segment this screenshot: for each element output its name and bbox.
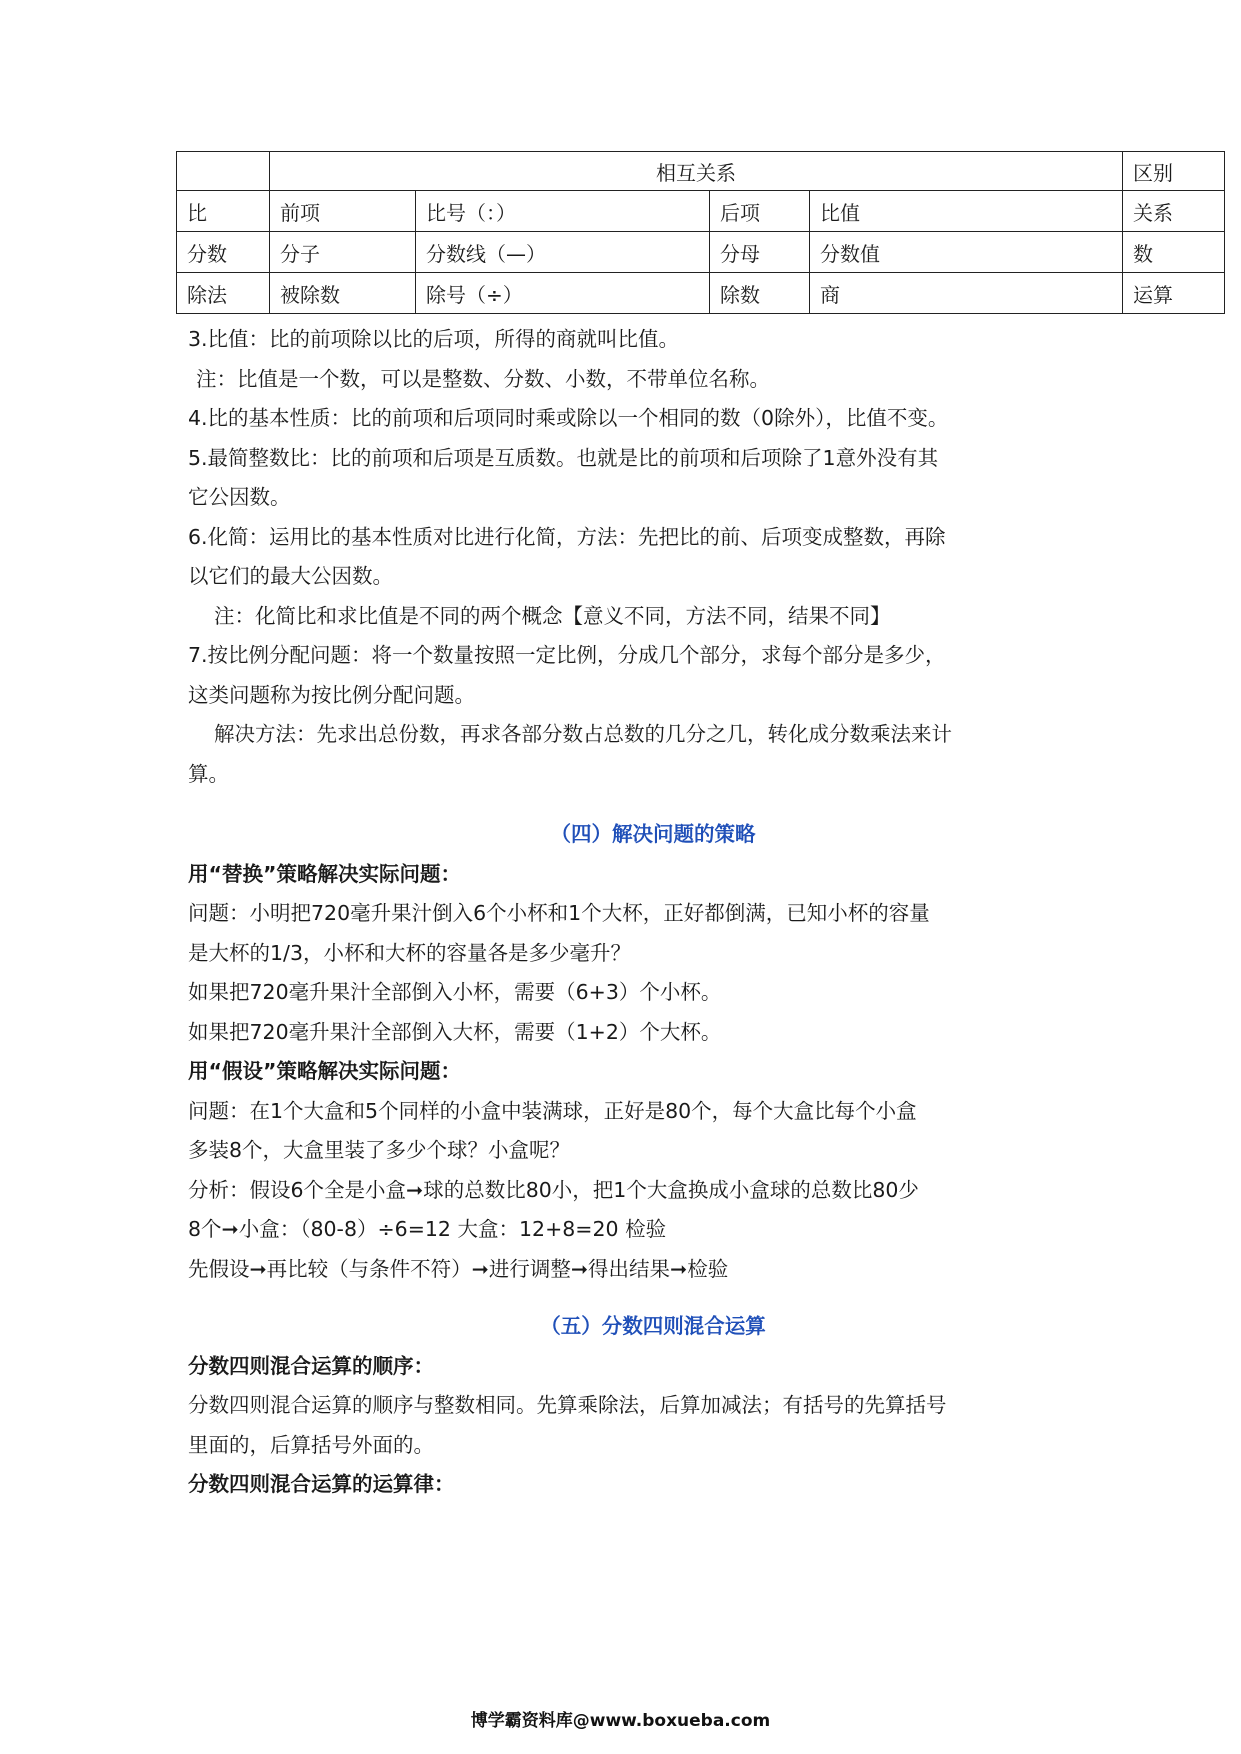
section-title-4: （四）解决问题的策略 xyxy=(550,822,756,846)
text-line: 问题：小明把720毫升果汁倒入6个小杯和1个大杯，正好都倒满，已知小杯的容量 xyxy=(188,901,930,925)
note-line: 注：比值是一个数，可以是整数、分数、小数，不带单位名称。 xyxy=(196,366,770,391)
table-cell: 商 xyxy=(810,273,1123,314)
text-line: 先假设➞再比较（与条件不符）➞进行调整➞得出结果➞检验 xyxy=(188,1256,729,1281)
table-header-diff: 区别 xyxy=(1123,152,1225,191)
text-line: 里面的，后算括号外面的。 xyxy=(188,1432,434,1457)
table-cell: 关系 xyxy=(1123,191,1225,232)
text-line: 4.比的基本性质：比的前项和后项同时乘或除以一个相同的数（0除外），比值不变。 xyxy=(188,406,949,430)
table-cell: 除号（÷） xyxy=(416,273,710,314)
text-line: 5.最简整数比：比的前项和后项是互质数。也就是比的前项和后项除了1意外没有其 xyxy=(188,445,939,470)
subheading-order: 分数四则混合运算的顺序： xyxy=(188,1353,434,1378)
table-row xyxy=(177,273,1225,314)
section-title-5: （五）分数四则混合运算 xyxy=(540,1314,766,1338)
text-line: 以它们的最大公因数。 xyxy=(188,564,393,588)
note-line: 注：化简比和求比值是不同的两个概念【意义不同，方法不同，结果不同】 xyxy=(214,603,891,628)
text-line: 3.比值：比的前项除以比的后项，所得的商就叫比值。 xyxy=(188,327,680,351)
table-cell: 前项 xyxy=(270,191,416,232)
table-header-relation: 相互关系 xyxy=(270,152,1123,191)
subheading-assume: 用“假设”策略解决实际问题： xyxy=(188,1059,461,1083)
table-cell: 除法 xyxy=(177,273,270,314)
table-cell: 除数 xyxy=(710,273,810,314)
table-cell: 比号（：） xyxy=(416,191,710,232)
text-line: 解决方法：先求出总份数，再求各部分数占总数的几分之几，转化成分数乘法来计 xyxy=(214,722,952,746)
table-row xyxy=(177,232,1225,273)
table-cell: 分数线（—） xyxy=(416,232,710,273)
table-cell: 比 xyxy=(177,191,270,232)
table-header-row xyxy=(177,152,1225,191)
table-cell: 分子 xyxy=(270,232,416,273)
text-line: 算。 xyxy=(188,761,229,786)
subheading-laws: 分数四则混合运算的运算律： xyxy=(188,1472,455,1496)
table-cell: 数 xyxy=(1123,232,1225,273)
table-cell: 后项 xyxy=(710,191,810,232)
document-body xyxy=(188,320,1048,1505)
table-cell: 被除数 xyxy=(270,273,416,314)
table-cell: 分数值 xyxy=(810,232,1123,273)
text-line: 问题：在1个大盒和5个同样的小盒中装满球，正好是80个，每个大盒比每个小盒 xyxy=(188,1098,917,1123)
text-line: 分数四则混合运算的顺序与整数相同。先算乘除法，后算加减法；有括号的先算括号 xyxy=(188,1393,947,1417)
relation-table xyxy=(176,151,1225,314)
table-cell xyxy=(177,152,270,191)
table-cell: 分母 xyxy=(710,232,810,273)
text-line: 分析：假设6个全是小盒➞球的总数比80小，把1个大盒换成小盒球的总数比80少 xyxy=(188,1177,919,1202)
table-cell: 比值 xyxy=(810,191,1123,232)
subheading-replace: 用“替换”策略解决实际问题： xyxy=(188,861,461,886)
text-line: 它公因数。 xyxy=(188,485,291,509)
table-cell: 运算 xyxy=(1123,273,1225,314)
table-cell: 分数 xyxy=(177,232,270,273)
footer-watermark: 博学霸资料库@www.boxueba.com xyxy=(470,1711,771,1731)
text-line: 如果把720毫升果汁全部倒入大杯，需要（1+2）个大杯。 xyxy=(188,1019,722,1044)
table-row xyxy=(177,191,1225,232)
text-line: 这类问题称为按比例分配问题。 xyxy=(188,682,475,707)
text-line: 8个➞小盒：（80-8）÷6=12 大盒：12+8=20 检验 xyxy=(188,1217,667,1241)
text-line: 是大杯的1/3，小杯和大杯的容量各是多少毫升？ xyxy=(188,940,631,965)
text-line: 7.按比例分配问题：将一个数量按照一定比例，分成几个部分，求每个部分是多少， xyxy=(188,643,946,667)
text-line: 多装8个，大盒里装了多少个球？小盒呢？ xyxy=(188,1138,571,1162)
text-line: 6.化简：运用比的基本性质对比进行化简，方法：先把比的前、后项变成整数，再除 xyxy=(188,524,946,549)
text-line: 如果把720毫升果汁全部倒入小杯，需要（6+3）个小杯。 xyxy=(188,980,722,1004)
